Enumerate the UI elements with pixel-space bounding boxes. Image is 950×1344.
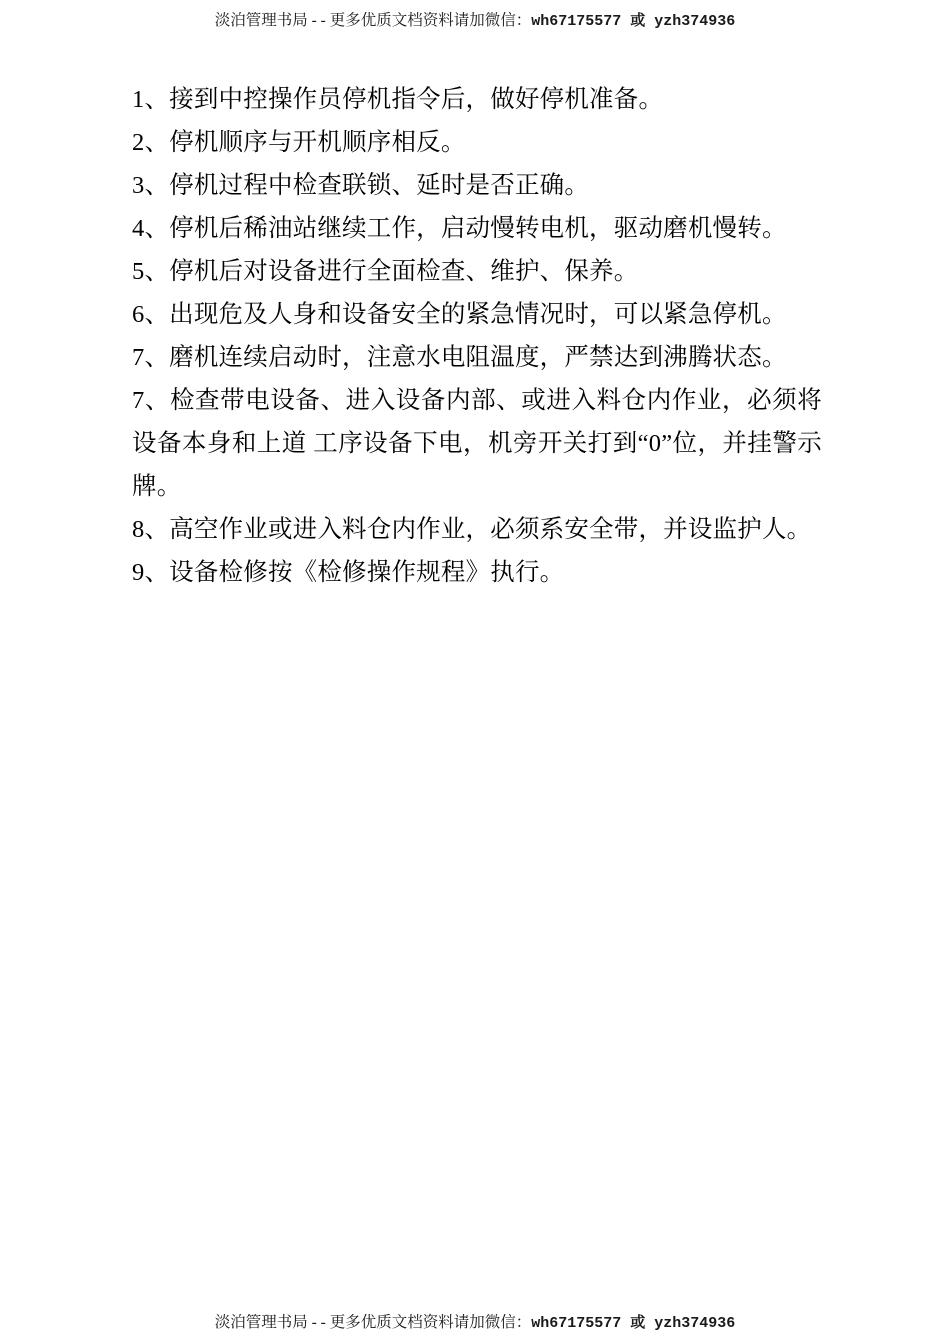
paragraph-1: 1、接到中控操作员停机指令后，做好停机准备。	[132, 86, 664, 113]
paragraph-6: 6、出现危及人身和设备安全的紧急情况时，可以紧急停机。	[132, 301, 787, 328]
paragraph-5: 5、停机后对设备进行全面检查、维护、保养。	[132, 258, 639, 285]
paragraph-7: 7、磨机连续启动时，注意水电阻温度，严禁达到沸腾状态。	[132, 344, 787, 371]
paragraph-4: 4、停机后稀油站继续工作，启动慢转电机，驱动磨机慢转。	[132, 215, 787, 242]
watermark-bottom	[0, 1310, 950, 1332]
paragraph-3: 3、停机过程中检查联锁、延时是否正确。	[132, 172, 590, 199]
watermark-top-text: 淡泊管理书局 - - 更多优质文档资料请加微信：	[214, 12, 532, 29]
watermark-bottom-text: 淡泊管理书局 - - 更多优质文档资料请加微信：	[214, 1314, 532, 1331]
paragraph-2: 2、停机顺序与开机顺序相反。	[132, 129, 466, 156]
paragraph-9: 8、高空作业或进入料仓内作业，必须系安全带，并设监护人。	[132, 516, 812, 543]
watermark-top	[0, 8, 950, 30]
watermark-top-ids: wh67175577 或 yzh374936	[531, 13, 736, 30]
document-body	[132, 78, 822, 594]
paragraph-8: 7、检查带电设备、进入设备内部、或进入料仓内作业，必须将设备本身和上道 工序设备下电，机旁开关打到“0”位，并挂警示牌。	[132, 387, 822, 500]
paragraph-10: 9、设备检修按《检修操作规程》执行。	[132, 559, 565, 586]
watermark-bottom-ids: wh67175577 或 yzh374936	[531, 1315, 736, 1332]
